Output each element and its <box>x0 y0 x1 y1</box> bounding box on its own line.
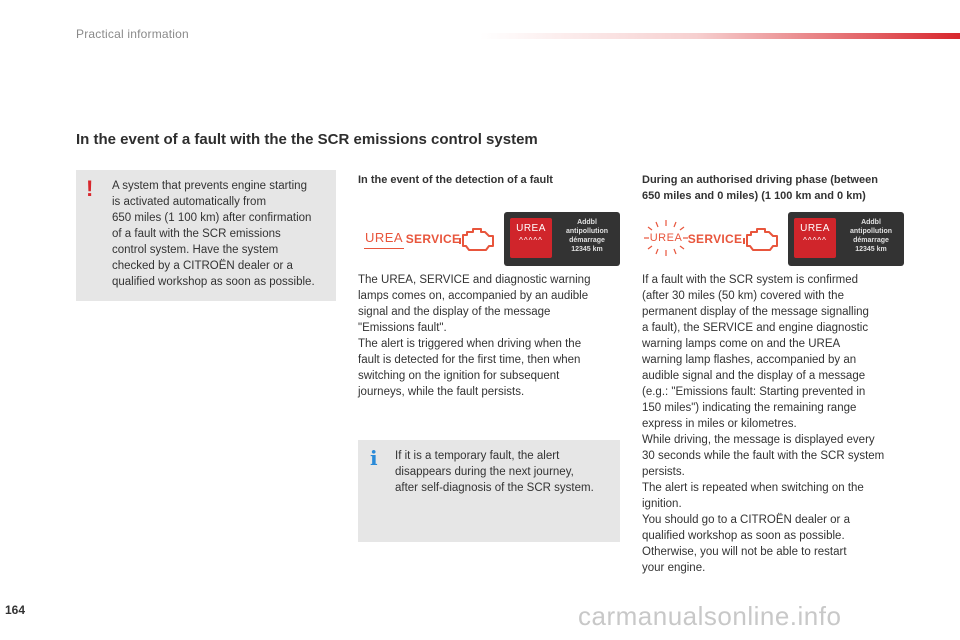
display-line: 12345 km <box>571 246 603 253</box>
service-lamp: SERVICE <box>687 232 743 246</box>
display-message <box>558 218 616 254</box>
urea-flashing-label: UREA <box>649 232 683 244</box>
driving-line: a fault), the SERVICE and engine diagnostic <box>642 322 869 334</box>
driving-text <box>642 272 942 576</box>
driving-line: persists. <box>642 466 685 478</box>
display-message <box>842 218 900 254</box>
info-text <box>395 448 613 496</box>
detection-line: fault is detected for the first time, then when <box>358 354 581 366</box>
info-line: disappears during the next journey, <box>395 466 574 478</box>
service-lamp: SERVICE <box>405 232 461 246</box>
warning-line: 650 miles (1 100 km) after confirmation <box>112 212 312 224</box>
display-line: antipollution <box>850 228 892 235</box>
driving-line: qualified workshop as soon as possible. <box>642 530 845 542</box>
detection-line: "Emissions fault". <box>358 322 447 334</box>
display-waves: ^^^^^ <box>519 236 543 245</box>
warning-text <box>112 178 330 290</box>
detection-line: The UREA, SERVICE and diagnostic warning <box>358 274 591 286</box>
driving-line: While driving, the message is displayed every <box>642 434 875 446</box>
driving-heading-line: 650 miles and 0 miles) (1 100 km and 0 km) <box>642 190 866 202</box>
urea-lamp: UREA <box>364 226 404 249</box>
exclamation-icon: ! <box>86 176 94 201</box>
driving-heading <box>642 172 878 204</box>
warning-line: checked by a CITROËN dealer or a <box>112 260 293 272</box>
driving-line: your engine. <box>642 562 706 574</box>
driving-line: (e.g.: "Emissions fault: Starting prevented in <box>642 386 866 398</box>
detection-text <box>358 272 623 400</box>
display-line: démarrage <box>853 237 889 244</box>
driving-line: audible signal and the display of a message <box>642 370 866 382</box>
driving-line: 30 seconds while the fault with the SCR system <box>642 450 885 462</box>
driving-line: warning lamps come on and the UREA <box>642 338 841 350</box>
display-urea-warning <box>510 218 552 258</box>
engine-diagnostic-icon <box>458 224 498 254</box>
detection-line: The alert is triggered when driving when the <box>358 338 582 350</box>
driving-line: express in miles or kilometres. <box>642 418 797 430</box>
driving-line: warning lamp flashes, accompanied by an <box>642 354 857 366</box>
warning-line: qualified workshop as soon as possible. <box>112 276 315 288</box>
info-line: If it is a temporary fault, the alert <box>395 450 560 462</box>
page-number: 164 <box>5 603 26 617</box>
warning-line: is activated automatically from <box>112 196 267 208</box>
info-icon: i <box>370 446 378 470</box>
driving-line: (after 30 miles (50 km) covered with the <box>642 290 844 302</box>
display-line: Addbl <box>861 219 881 226</box>
section-title: In the event of a fault with the the SCR emissions control system <box>76 131 538 148</box>
dashboard-display <box>504 212 620 266</box>
detection-line: lamps comes on, accompanied by an audible <box>358 290 589 302</box>
info-box <box>358 440 620 542</box>
info-line: after self-diagnosis of the SCR system. <box>395 482 594 494</box>
driving-heading-line: During an authorised driving phase (between <box>642 174 878 186</box>
header-title: Practical information <box>76 27 189 41</box>
display-line: Addbl <box>577 219 597 226</box>
warning-box <box>76 170 336 301</box>
driving-line: permanent display of the message signalling <box>642 306 869 318</box>
display-line: antipollution <box>566 228 608 235</box>
detection-lamp-row <box>358 212 620 266</box>
driving-line: You should go to a CITROËN dealer or a <box>642 514 850 526</box>
detection-heading: In the event of the detection of a fault <box>358 174 553 186</box>
driving-line: 150 miles") indicating the remaining range <box>642 402 857 414</box>
detection-line: signal and the display of the message <box>358 306 551 318</box>
display-urea-warning <box>794 218 836 258</box>
warning-line: control system. Have the system <box>112 244 279 256</box>
detection-line: switching on the ignition for subsequent <box>358 370 560 382</box>
display-line: 12345 km <box>855 246 887 253</box>
engine-diagnostic-icon <box>742 224 782 254</box>
display-waves: ^^^^^ <box>803 236 827 245</box>
warning-line: A system that prevents engine starting <box>112 180 307 192</box>
driving-line: ignition. <box>642 498 682 510</box>
detection-line: journeys, while the fault persists. <box>358 386 525 398</box>
driving-line: Otherwise, you will not be able to restart <box>642 546 847 558</box>
driving-line: The alert is repeated when switching on the <box>642 482 864 494</box>
driving-lamp-row <box>642 212 904 266</box>
display-urea-label: UREA <box>800 223 830 234</box>
header-accent-bar <box>480 33 960 39</box>
display-urea-label: UREA <box>516 223 546 234</box>
watermark: carmanualsonline.info <box>578 601 842 631</box>
warning-line: of a fault with the SCR emissions <box>112 228 281 240</box>
urea-flashing-lamp <box>642 218 690 258</box>
dashboard-display <box>788 212 904 266</box>
display-line: démarrage <box>569 237 605 244</box>
driving-line: If a fault with the SCR system is confirmed <box>642 274 859 286</box>
